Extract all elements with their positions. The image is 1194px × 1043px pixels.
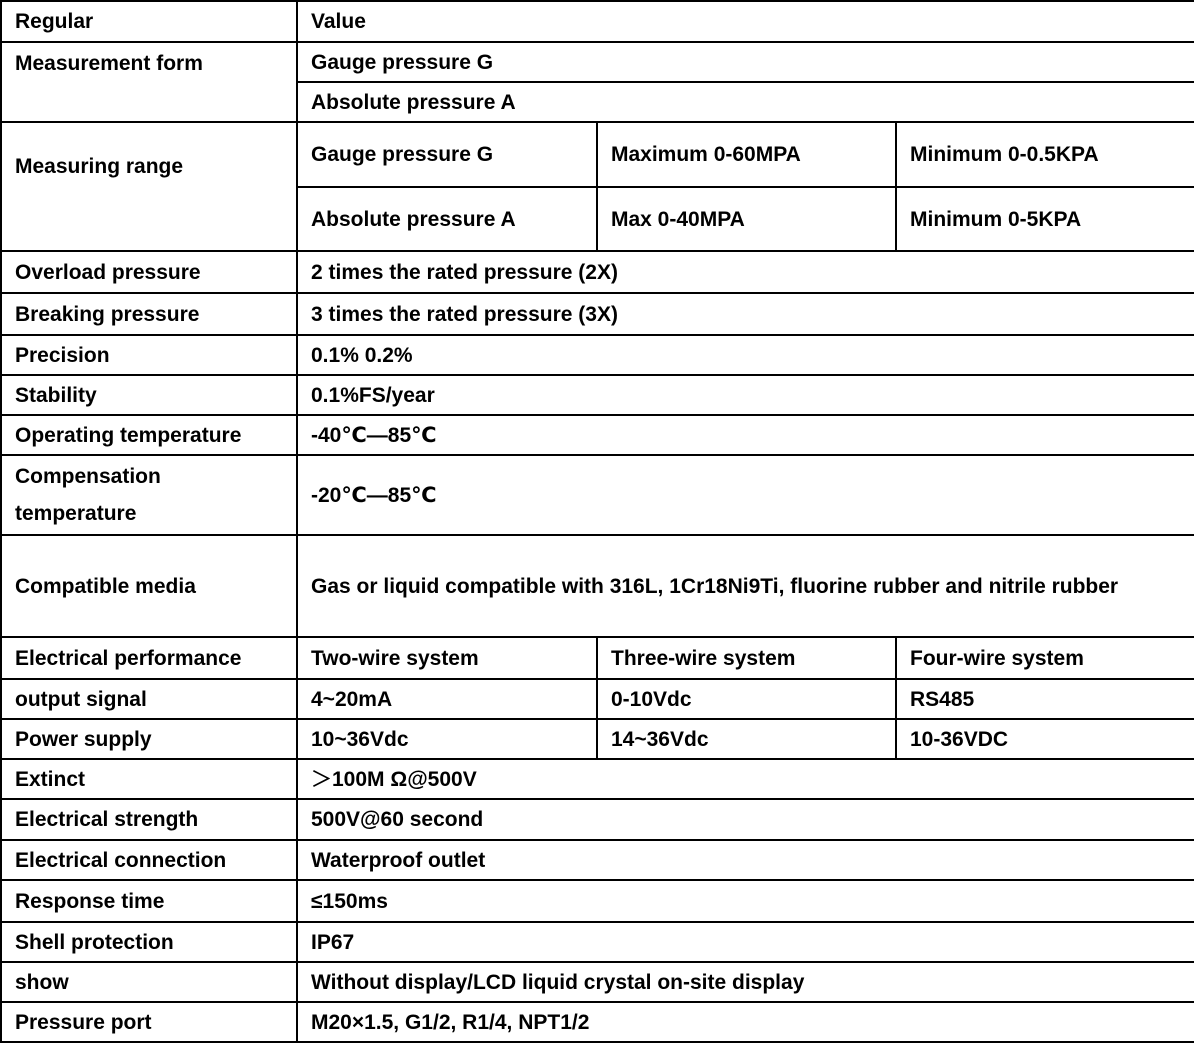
table-row: [1, 122, 1194, 187]
compatible-media-label: Compatible media: [1, 535, 297, 637]
response-time-label: Response time: [1, 880, 297, 922]
table-row: [1, 375, 1194, 415]
table-row: [1, 293, 1194, 335]
operating-temperature-label: Operating temperature: [1, 415, 297, 455]
table-row: [1, 922, 1194, 962]
measuring-range-gauge-max: Maximum 0-60MPA: [597, 122, 896, 187]
operating-temperature-value: -40℃—85℃: [297, 415, 1194, 455]
table-row: [1, 535, 1194, 637]
table-row: [1, 415, 1194, 455]
output-signal-three-wire: 0-10Vdc: [597, 679, 896, 719]
compatible-media-value: Gas or liquid compatible with 316L, 1Cr18Ni9Ti, fluorine rubber and nitrile rubber: [297, 535, 1194, 637]
compensation-temperature-value: -20℃—85℃: [297, 455, 1194, 535]
measuring-range-label: Measuring range: [1, 122, 297, 251]
table-row: [1, 962, 1194, 1002]
measuring-range-gauge-label: Gauge pressure G: [297, 122, 597, 187]
table-row: [1, 637, 1194, 679]
power-supply-four-wire: 10-36VDC: [896, 719, 1194, 759]
power-supply-label: Power supply: [1, 719, 297, 759]
extinct-value: ＞100M Ω@500V: [297, 759, 1194, 799]
measurement-form-gauge: Gauge pressure G: [297, 42, 1194, 82]
electrical-connection-value: Waterproof outlet: [297, 840, 1194, 880]
table-row: [1, 679, 1194, 719]
table-row: [1, 335, 1194, 375]
measuring-range-absolute-max: Max 0-40MPA: [597, 187, 896, 251]
electrical-strength-label: Electrical strength: [1, 799, 297, 840]
shell-protection-value: IP67: [297, 922, 1194, 962]
table-row: [1, 840, 1194, 880]
overload-pressure-label: Overload pressure: [1, 251, 297, 293]
table-row: [1, 455, 1194, 535]
output-signal-four-wire: RS485: [896, 679, 1194, 719]
shell-protection-label: Shell protection: [1, 922, 297, 962]
electrical-strength-value: 500V@60 second: [297, 799, 1194, 840]
power-supply-three-wire: 14~36Vdc: [597, 719, 896, 759]
response-time-value: ≤150ms: [297, 880, 1194, 922]
electrical-performance-four-wire: Four-wire system: [896, 637, 1194, 679]
measuring-range-absolute-label: Absolute pressure A: [297, 187, 597, 251]
table-row: [1, 42, 1194, 82]
electrical-performance-three-wire: Three-wire system: [597, 637, 896, 679]
table-row: [1, 1, 1194, 42]
output-signal-label: output signal: [1, 679, 297, 719]
precision-label: Precision: [1, 335, 297, 375]
table-row: [1, 1002, 1194, 1042]
header-value: Value: [297, 1, 1194, 42]
output-signal-two-wire: 4~20mA: [297, 679, 597, 719]
breaking-pressure-value: 3 times the rated pressure (3X): [297, 293, 1194, 335]
measuring-range-absolute-min: Minimum 0-5KPA: [896, 187, 1194, 251]
pressure-port-label: Pressure port: [1, 1002, 297, 1042]
overload-pressure-value: 2 times the rated pressure (2X): [297, 251, 1194, 293]
table-row: [1, 799, 1194, 840]
show-value: Without display/LCD liquid crystal on-site display: [297, 962, 1194, 1002]
stability-value: 0.1%FS/year: [297, 375, 1194, 415]
stability-label: Stability: [1, 375, 297, 415]
electrical-performance-two-wire: Two-wire system: [297, 637, 597, 679]
compensation-temperature-label: Compensation temperature: [1, 455, 297, 535]
table-row: [1, 719, 1194, 759]
breaking-pressure-label: Breaking pressure: [1, 293, 297, 335]
show-label: show: [1, 962, 297, 1002]
measurement-form-label: Measurement form: [1, 42, 297, 122]
electrical-performance-label: Electrical performance: [1, 637, 297, 679]
table-row: [1, 880, 1194, 922]
pressure-port-value: M20×1.5, G1/2, R1/4, NPT1/2: [297, 1002, 1194, 1042]
precision-value: 0.1% 0.2%: [297, 335, 1194, 375]
table-row: [1, 759, 1194, 799]
measuring-range-gauge-min: Minimum 0-0.5KPA: [896, 122, 1194, 187]
header-regular: Regular: [1, 1, 297, 42]
extinct-label: Extinct: [1, 759, 297, 799]
power-supply-two-wire: 10~36Vdc: [297, 719, 597, 759]
measurement-form-absolute: Absolute pressure A: [297, 82, 1194, 122]
table-row: [1, 251, 1194, 293]
electrical-connection-label: Electrical connection: [1, 840, 297, 880]
